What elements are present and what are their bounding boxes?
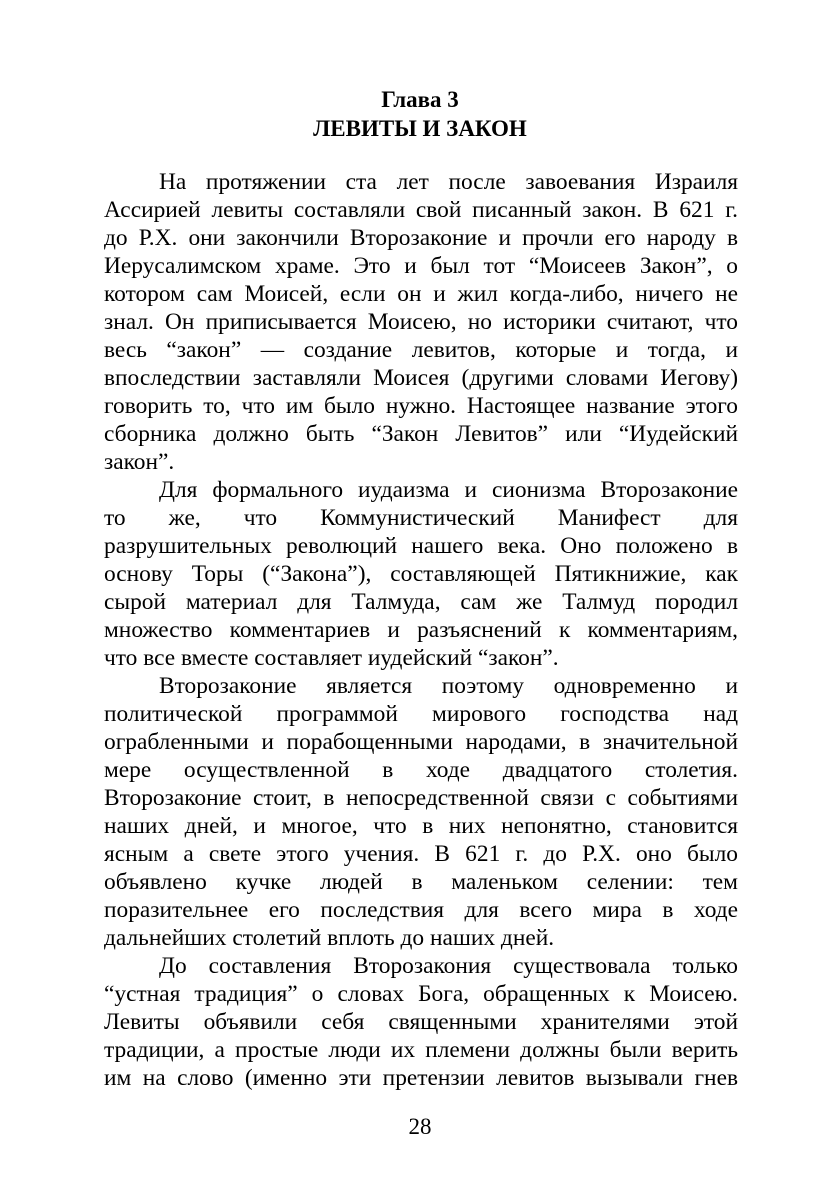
text-line: Иерусалимском храме. Это и был тот “Моисеев Закон”, о: [104, 253, 738, 279]
text-line: сборника должно быть “Закон Левитов” или “Иудейский: [104, 421, 738, 447]
text-line: поразительнее его последствия для всего мира в ходе: [104, 897, 738, 923]
text-line: Левиты объявили себя священными хранителями этой: [104, 1009, 738, 1035]
page-number: 28: [408, 1114, 432, 1139]
text-line: объявлено кучке людей в маленьком селении: тем: [104, 869, 738, 895]
text-line: разрушительных революций нашего века. Оно положено в: [104, 533, 738, 559]
text-line: впоследствии заставляли Моисея (другими словами Иегову): [104, 365, 738, 391]
text-line: закон”.: [104, 449, 175, 475]
text-line: Второзаконие является поэтому одновременно и: [159, 673, 738, 699]
text-line: знал. Он приписывается Моисею, но историки считают, что: [104, 309, 738, 335]
text-line: множество комментариев и разъяснений к комментариям,: [104, 617, 738, 643]
text-line: До составления Второзакония существовала только: [159, 953, 738, 979]
text-line: котором сам Моисей, если он и жил когда-либо, ничего не: [104, 281, 738, 307]
text-line: говорить то, что им было нужно. Настоящее название этого: [104, 393, 738, 419]
text-line: традиции, а простые люди их племени должны были верить: [104, 1037, 738, 1063]
text-line: На протяжении ста лет после завоевания Израиля: [159, 169, 738, 195]
text-line: сырой материал для Талмуда, сам же Талмуд породил: [104, 589, 738, 615]
text-line: мере осуществленной в ходе двадцатого столетия.: [104, 757, 738, 783]
text-line: дальнейших столетий вплоть до наших дней.: [104, 925, 555, 951]
text-line: политической программой мирового господства над: [104, 701, 738, 727]
text-line: Ассирией левиты составляли свой писанный закон. В 621 г.: [104, 197, 738, 223]
chapter-number: Глава 3: [381, 87, 459, 112]
text-line: Для формального иудаизма и сионизма Второзаконие: [159, 477, 738, 503]
text-line: то же, что Коммунистический Манифест для: [104, 505, 738, 531]
text-line: до Р.Х. они закончили Второзаконие и прочли его народу в: [104, 225, 738, 251]
chapter-title: ЛЕВИТЫ И ЗАКОН: [313, 116, 527, 141]
text-line: Второзаконие стоит, в непосредственной связи с событиями: [104, 785, 738, 811]
text-line: что все вместе составляет иудейский “закон”.: [104, 645, 559, 671]
text-line: весь “закон” — создание левитов, которые и тогда, и: [104, 337, 738, 363]
text-line: основу Торы (“Закона”), составляющей Пятикнижие, как: [104, 561, 738, 587]
text-line: наших дней, и многое, что в них непонятно, становится: [104, 813, 738, 839]
text-line: “устная традиция” о словах Бога, обращенных к Моисею.: [104, 981, 738, 1007]
text-line: ограбленными и порабощенными народами, в значительной: [104, 729, 738, 755]
text-line: ясным а свете этого учения. В 621 г. до Р.Х. оно было: [104, 841, 738, 867]
text-line: им на слово (именно эти претензии левитов вызывали гнев: [104, 1065, 738, 1091]
